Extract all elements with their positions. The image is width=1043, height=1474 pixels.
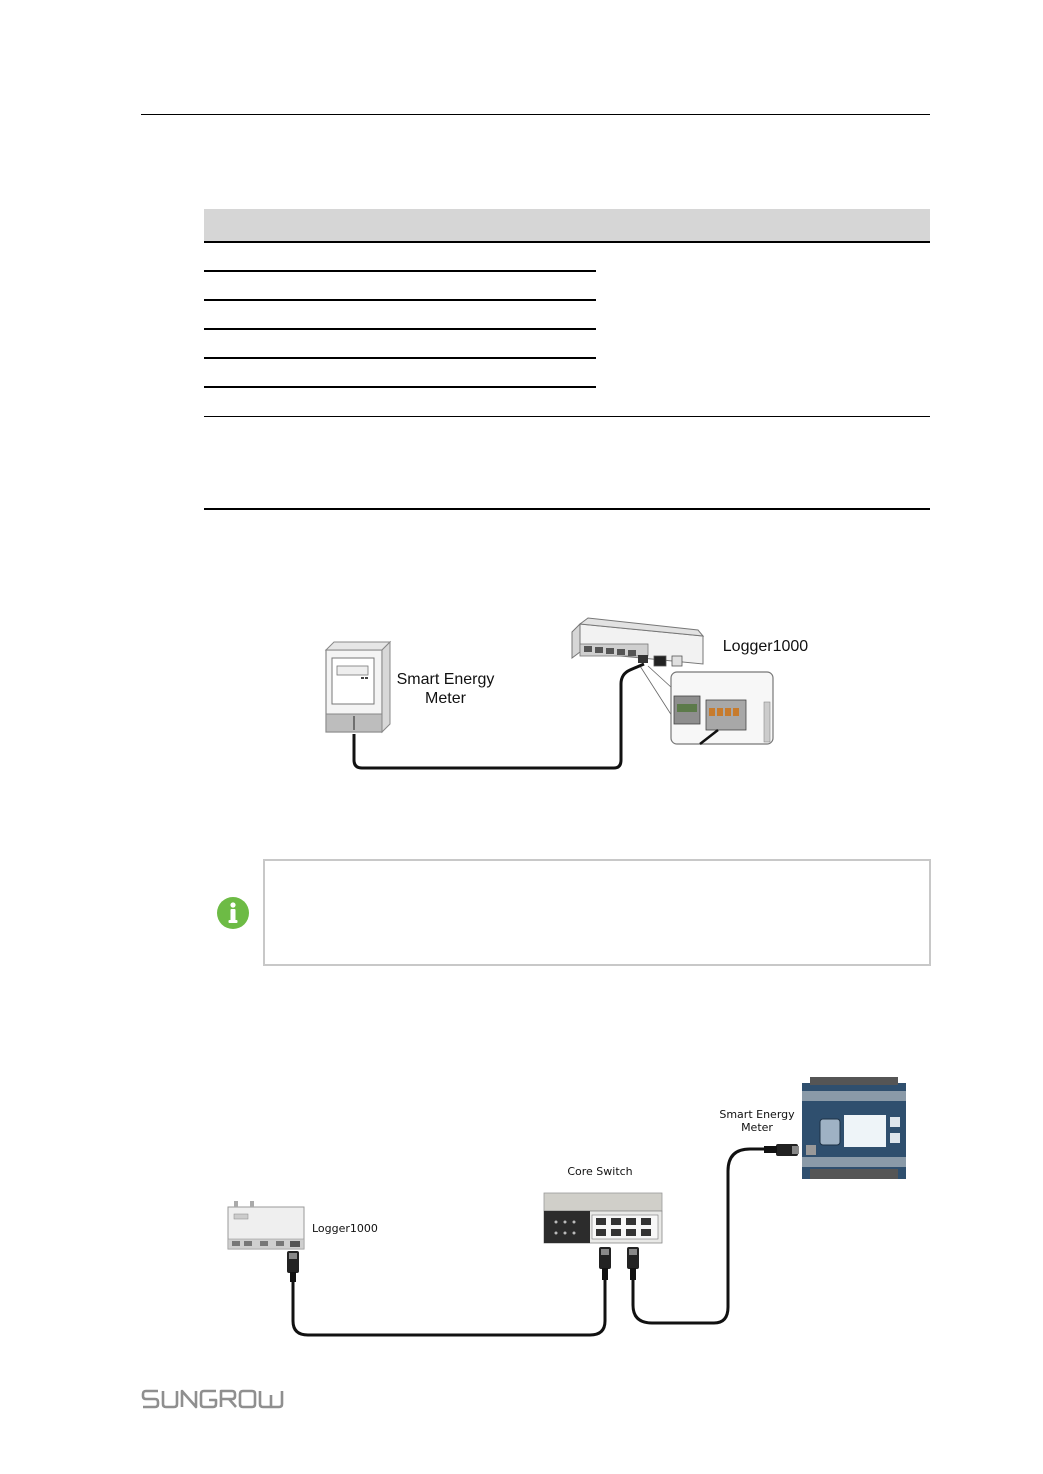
- logger1000-device-icon: [228, 1201, 304, 1249]
- info-icon: [216, 896, 250, 930]
- meter-label-line1: Smart Energy: [719, 1108, 795, 1121]
- rj45-plug-icon: [287, 1251, 299, 1282]
- table-row-rule: [204, 357, 596, 359]
- table-bottom-rule: [204, 508, 930, 510]
- logger-label: Logger1000: [312, 1222, 378, 1235]
- figure-meter-to-logger: [318, 612, 818, 777]
- rj45-plug-icon: [764, 1144, 799, 1156]
- figure-logger-switch-meter: [220, 1075, 915, 1340]
- table-header-bottom-rule: [204, 241, 930, 243]
- core-switch-icon: [544, 1193, 662, 1243]
- smart-energy-meter-icon: [802, 1077, 906, 1179]
- terminal-zoom-inset: [671, 672, 773, 744]
- core-switch-label: Core Switch: [567, 1165, 633, 1178]
- sungrow-logo: [141, 1383, 297, 1413]
- rj45-plug-icon: [627, 1247, 639, 1280]
- note-box: [263, 859, 931, 966]
- meter-label-line2: Meter: [741, 1121, 773, 1134]
- table-row-rule: [204, 386, 596, 388]
- header-rule: [141, 114, 930, 115]
- meter-label-line1: Smart Energy: [396, 671, 495, 688]
- table-header-row: [204, 209, 930, 241]
- logger-label: Logger1000: [722, 638, 809, 655]
- ethernet-cable-logger-switch: [293, 1279, 605, 1335]
- table-row-rule: [204, 416, 930, 417]
- table-row-rule: [204, 270, 596, 272]
- meter-label-line2: Meter: [425, 690, 466, 707]
- table-row-rule: [204, 299, 596, 301]
- smart-energy-meter-icon: [326, 642, 390, 732]
- wiring-diagram-2: [220, 1075, 915, 1340]
- table-row-rule: [204, 328, 596, 330]
- rj45-plug-icon: [599, 1247, 611, 1280]
